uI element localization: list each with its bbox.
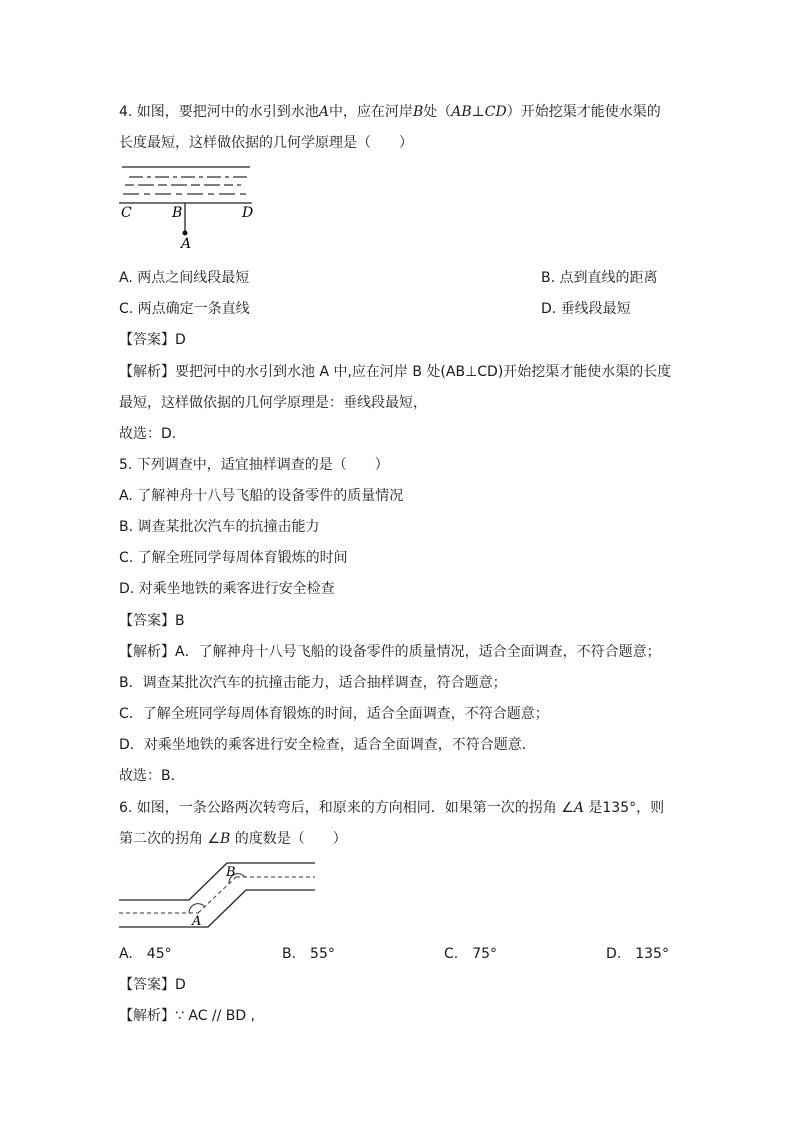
q4-point-b: B — [412, 104, 424, 120]
q4-stem-text: 中，应在河岸 — [328, 104, 413, 120]
q4-label-c: C — [121, 205, 132, 221]
q4-option-a: A. 两点之间线段最短 — [119, 270, 250, 286]
q4-stem-text: 处（ — [423, 104, 452, 120]
q5-choose: 故选：B． — [119, 768, 185, 784]
q6-stem-line1 — [119, 798, 664, 818]
q4-perp-expr: AB⊥CD — [451, 104, 507, 120]
q4-choose: 故选：D. — [119, 426, 177, 442]
q6-option-d: D. 135° — [606, 946, 669, 962]
q5-option-c: C. 了解全班同学每周体育锻炼的时间 — [119, 550, 348, 566]
q6-angle-a: A — [573, 800, 584, 816]
q5-analysis-c: C．了解全班同学每周体育锻炼的时间，适合全面调查，不符合题意； — [119, 706, 549, 722]
q5-stem: 5. 下列调查中，适宜抽样调查的是（ ） — [119, 457, 389, 473]
q6-road-figure — [119, 860, 315, 932]
q6-stem-text: 第二次的拐角 ∠ — [119, 831, 221, 847]
q6-stem-text: 的度数是（ ） — [230, 831, 347, 847]
q6-answer: 【答案】D — [119, 977, 186, 993]
q6-analysis: 【解析】∵ AC // BD , — [119, 1008, 256, 1024]
q6-label-a: A — [192, 914, 202, 929]
q4-label-b: B — [172, 205, 183, 221]
q6-option-a: A. 45° — [119, 946, 172, 962]
q6-label-b: B — [226, 865, 236, 880]
q4-label-d: D — [242, 205, 254, 221]
q4-option-d: D. 垂线段最短 — [541, 301, 631, 317]
q6-angle-b: B — [220, 831, 231, 847]
q4-answer: 【答案】D — [119, 332, 186, 348]
q6-stem-text: 是135°，则 — [583, 800, 665, 816]
q5-analysis-a: 【解析】A．了解神舟十八号飞船的设备零件的质量情况，适合全面调查，不符合题意； — [119, 644, 661, 660]
q5-option-d: D. 对乘坐地铁的乘客进行安全检查 — [119, 581, 335, 597]
q5-answer: 【答案】B — [119, 613, 185, 629]
q6-stem-line2 — [119, 829, 347, 849]
q4-label-a: A — [181, 236, 192, 252]
q4-analysis-line1: 【解析】要把河中的水引到水池 A 中,应在河岸 B 处(AB⊥CD)开始挖渠才能使水渠的长度 — [119, 364, 672, 380]
q4-analysis-line2: 最短，这样做依据的几何学原理是：垂线段最短， — [119, 395, 427, 411]
q4-option-c: C. 两点确定一条直线 — [119, 301, 250, 317]
q4-option-b: B. 点到直线的距离 — [541, 270, 658, 286]
q6-option-b: B. 55° — [282, 946, 335, 962]
q6-stem-text: 6. 如图，一条公路两次转弯后，和原来的方向相同．如果第一次的拐角 ∠ — [119, 800, 574, 816]
q4-stem-line2: 长度最短，这样做依据的几何学原理是（ ） — [119, 135, 413, 151]
q4-stem-line1 — [119, 102, 661, 122]
q5-analysis-d: D．对乘坐地铁的乘客进行安全检查，适合全面调查，不符合题意． — [119, 737, 536, 753]
q4-stem-text: ）开始挖渠才能使水渠的 — [506, 104, 661, 120]
q6-option-c: C. 75° — [444, 946, 498, 962]
q5-option-b: B. 调查某批次汽车的抗撞击能力 — [119, 519, 320, 535]
q4-river-figure — [119, 160, 264, 252]
q4-stem-text: 4. 如图，要把河中的水引到水池 — [119, 104, 319, 120]
q5-analysis-b: B．调查某批次汽车的抗撞击能力，适合抽样调查，符合题意； — [119, 675, 507, 691]
q4-point-a: A — [318, 104, 329, 120]
q5-option-a: A. 了解神舟十八号飞船的设备零件的质量情况 — [119, 488, 404, 504]
